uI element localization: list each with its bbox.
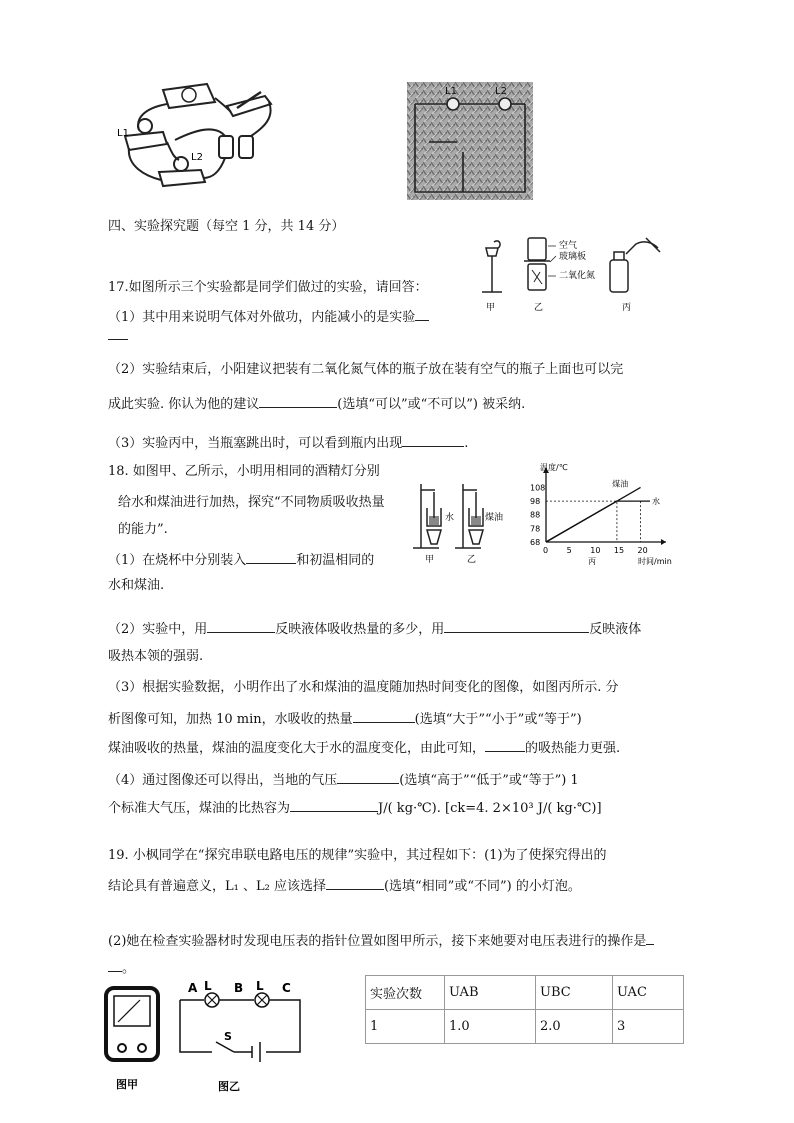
x-tick-label: 15 (613, 546, 625, 555)
battery-icon (252, 1042, 260, 1062)
q19-figures (100, 978, 330, 1096)
temperature-time-chart (516, 460, 696, 572)
q18-part2-text2: 反映液体吸收热量的多少，用 (275, 622, 445, 637)
q18-part3-text2: 煤油吸收的热量，煤油的温度变化大于水的温度变化，由此可知， (108, 741, 486, 756)
q18-part1-line2: 水和煤油. (108, 578, 165, 593)
water-label: 水 (445, 513, 455, 523)
chart-caption: 丙 (588, 557, 596, 566)
q18-part4-line2 (108, 798, 602, 818)
answer-blank[interactable] (290, 798, 378, 812)
q19-text: 结论具有普遍意义，L₁ 、L₂ 应该选择 (108, 879, 326, 894)
q18-part4-options: (选填“高于”“低于”或“等于”) 1 (399, 773, 579, 788)
section-title: 四、实验探究题（每空 1 分，共 14 分） (108, 219, 345, 234)
answer-blank[interactable] (444, 619, 589, 633)
q19-part2-text: (2)她在检查实验器材时发现电压表的指针位置如图甲所示，接下来她要对电压表进行的操作是 (108, 934, 647, 949)
fig-yi-label: 图乙 (218, 1080, 240, 1093)
q18-part3-line2 (108, 709, 582, 729)
y-axis-label: 温度/℃ (540, 463, 568, 472)
x-tick-label: 0 (543, 546, 549, 555)
answer-blank[interactable] (259, 394, 337, 408)
battery-icon (239, 136, 253, 158)
answer-blank[interactable] (402, 433, 464, 447)
q18-part1 (108, 550, 374, 570)
fig-yi-label: 乙 (534, 303, 544, 313)
y-tick-label: 68 (530, 538, 541, 547)
q19-line3 (108, 931, 654, 951)
answer-blank[interactable] (326, 876, 384, 890)
table-row (366, 1010, 684, 1044)
x-tick-label: 5 (566, 546, 572, 555)
q18-part3-text: 析图像可知，加热 10 min，水吸收的热量 (108, 712, 353, 727)
table-header-cell: UAC (613, 976, 684, 1010)
answer-blank[interactable] (108, 958, 122, 972)
answer-blank[interactable] (353, 709, 415, 723)
q17-part1 (108, 307, 429, 327)
table-header-cell: UAB (445, 976, 536, 1010)
q18-part4-unit: J/( kg·℃). [ck=4. 2×10³ J/( kg·℃)] (378, 801, 602, 816)
no2-label: 二氧化氮 (559, 271, 596, 281)
table-header-cell: 实验次数 (366, 976, 445, 1010)
q18-part4-line1 (108, 770, 579, 790)
q18-part3-text3: 的吸热能力更强. (525, 741, 621, 756)
x-tick-label: 20 (637, 546, 648, 555)
table-cell: 1.0 (445, 1010, 536, 1044)
table-cell: 3 (613, 1010, 684, 1044)
q18-stem-line2: 给水和煤油进行加热，探究“不同物质吸收热量 (118, 495, 385, 510)
q19-options: (选填“相同”或“不同”) 的小灯泡。 (383, 879, 581, 894)
l1-label: L (204, 979, 212, 993)
fig-jia-label: 图甲 (116, 1078, 138, 1091)
q17-part3 (108, 433, 468, 453)
q17-figures (476, 234, 676, 314)
y-tick-label: 108 (530, 483, 546, 493)
fig-yi-label: 乙 (467, 555, 477, 565)
q18-part2 (108, 619, 641, 639)
q18-part1-text2: 和初温相同的 (296, 553, 375, 568)
point-b-label: B (234, 981, 244, 995)
glass-label: 玻璃板 (559, 252, 587, 262)
battery-icon (219, 136, 233, 158)
circuit-photo-top-right (407, 82, 533, 200)
oil-label: 煤油 (485, 513, 504, 523)
q19-period: 。 (122, 961, 136, 976)
q18-part1-text: （1）在烧杯中分别装入 (108, 553, 247, 568)
q18-stem-line1: 18. 如图甲、乙所示，小明用相同的酒精灯分别 (108, 464, 380, 479)
q18-part3-line3 (108, 738, 620, 758)
q18-part4-text: （4）通过图像还可以得出，当地的气压 (108, 773, 338, 788)
q18-part3-line1: （3）根据实验数据，小明作出了水和煤油的温度随加热时间变化的图像，如图丙所示. 分 (108, 680, 619, 695)
series-line-water (546, 501, 650, 542)
q19-line2 (108, 876, 581, 896)
q17-part1-text: （1）其中用来说明气体对外做功，内能减小的是实验 (108, 310, 416, 325)
answer-blank[interactable] (108, 339, 128, 340)
table-cell: 1 (366, 1010, 445, 1044)
q17-part2-text: 成此实验. 你认为他的建议 (108, 397, 260, 412)
l1-label: L1 (445, 86, 457, 97)
q17-stem: 17.如图所示三个实验都是同学们做过的实验，请回答： (108, 280, 428, 295)
answer-blank[interactable] (246, 550, 296, 564)
l2-label: L2 (191, 152, 203, 163)
q17-part3-end: . (464, 436, 469, 451)
data-table (365, 975, 684, 1044)
air-label: 空气 (559, 241, 578, 251)
fig-jia-label: 甲 (486, 303, 496, 313)
x-axis-label: 时间/min (638, 557, 672, 566)
table-cell: 2.0 (536, 1010, 613, 1044)
q19-line1: 19. 小枫同学在“探究串联电路电压的规律”实验中，其过程如下：(1)为了使探究得出的 (108, 848, 607, 863)
q18-stem-line3: 的能力”. (118, 522, 168, 537)
q18-apparatus (405, 478, 505, 568)
q18-part3-options: (选填“大于”“小于”或“等于”) (414, 712, 582, 727)
q17-part3-text: （3）实验丙中，当瓶塞跳出时，可以看到瓶内出现 (108, 436, 403, 451)
point-c-label: C (282, 981, 291, 995)
x-axis-arrow (661, 539, 666, 545)
answer-blank[interactable] (207, 619, 275, 633)
q17-part2-options: (选填“可以”或“不可以”) 被采纳. (337, 397, 526, 412)
answer-blank[interactable] (337, 770, 399, 784)
q19-line3-end (108, 958, 135, 978)
fig-bing-label: 丙 (622, 303, 632, 313)
q18-part2-text: （2）实验中，用 (108, 622, 208, 637)
series-label-oil: 煤油 (612, 479, 629, 489)
lamp-l2-icon (159, 170, 205, 186)
answer-blank[interactable] (415, 307, 429, 321)
y-tick-label: 78 (530, 524, 541, 534)
switch-label: S (224, 1030, 232, 1043)
x-tick-label: 10 (590, 546, 601, 555)
answer-blank[interactable] (485, 738, 525, 752)
l1-label: L1 (117, 128, 129, 139)
q18-part4-text2: 个标准大气压，煤油的比热容为 (108, 801, 291, 816)
q18-part2-line2: 吸热本领的强弱. (108, 649, 204, 664)
answer-blank[interactable] (646, 931, 654, 945)
y-tick-label: 98 (530, 497, 541, 507)
l2-label: L (256, 979, 264, 993)
q18-part2-text3: 反映液体 (589, 622, 642, 637)
circuit-figure-top-left (115, 78, 285, 196)
y-tick-label: 88 (530, 510, 541, 520)
q17-part2-line2 (108, 394, 525, 414)
q17-part2-line1: （2）实验结束后，小阳建议把装有二氧化氮气体的瓶子放在装有空气的瓶子上面也可以完 (108, 362, 624, 377)
table-header-cell: UBC (536, 976, 613, 1010)
switch-icon (216, 1042, 234, 1052)
point-a-label: A (188, 981, 198, 995)
l2-label: L2 (495, 86, 507, 97)
series-label-water: 水 (652, 497, 660, 507)
lamp-l1-icon (125, 132, 167, 150)
fig-jia-label: 甲 (425, 555, 435, 565)
table-header-row (366, 976, 684, 1010)
